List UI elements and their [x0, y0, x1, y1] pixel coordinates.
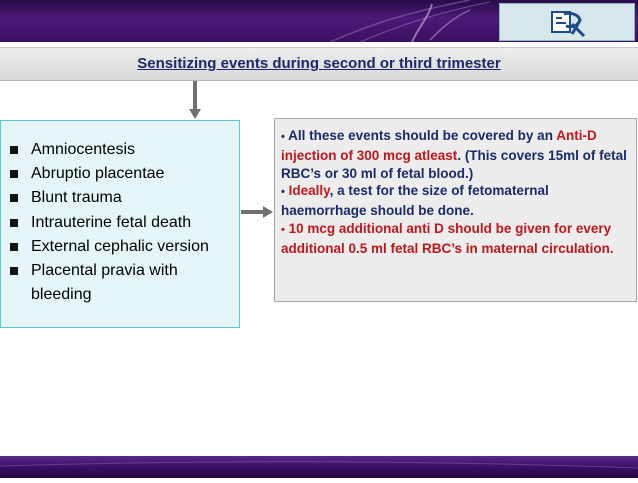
square-bullet-icon	[10, 194, 18, 202]
medical-logo-icon	[544, 6, 590, 40]
list-item-label: Placental pravia with bleeding	[31, 262, 178, 304]
note-1-highlight: Anti-D injection of 300 mcg atleast	[281, 128, 597, 163]
square-bullet-icon	[10, 219, 18, 227]
slide-title: Sensitizing events during second or third trimester	[137, 55, 501, 72]
list-item-label: Blunt trauma	[31, 189, 122, 207]
bullet-dot: •	[281, 131, 285, 143]
list-item-label: Abruptio placentae	[31, 165, 165, 183]
notes-box	[274, 118, 637, 302]
square-bullet-icon	[10, 243, 18, 251]
bullet-dot: •	[281, 186, 285, 199]
right-arrow-icon	[241, 205, 275, 219]
note-2-detail: , a test for the size of fetomaternal haemorrhage should be done.	[281, 183, 549, 219]
square-bullet-icon	[10, 267, 18, 275]
list-item-label: External cephalic version	[31, 237, 209, 255]
note-paragraph-1	[281, 127, 632, 182]
note-1-detail: . (This covers 15ml of fetal RBC’s or 30 ml of fetal blood.)	[281, 147, 627, 181]
note-1-intro: All these events should be covered by an	[288, 128, 553, 143]
list-item-label: Amniocentesis	[31, 141, 136, 158]
logo-box	[499, 3, 635, 41]
note-2-highlight: Ideally	[288, 183, 330, 199]
bullet-dot: •	[281, 223, 285, 236]
title-box	[0, 47, 638, 81]
list-item	[1, 186, 239, 210]
down-arrow-icon	[188, 81, 202, 121]
square-bullet-icon	[10, 146, 18, 154]
footer-swoosh-decoration	[0, 456, 638, 478]
list-item	[1, 138, 239, 162]
note-paragraph-3	[281, 220, 632, 258]
note-paragraph-2	[281, 182, 632, 220]
list-item	[1, 211, 239, 235]
note-3-text: 10 mcg additional anti D should be given for every additional 0.5 ml fetal RBC’s in maternal circulation.	[281, 220, 614, 256]
list-item-label: Intrauterine fetal death	[31, 213, 192, 231]
header-band	[0, 0, 638, 42]
square-bullet-icon	[10, 170, 18, 178]
list-item	[1, 162, 239, 186]
footer-band	[0, 456, 638, 478]
list-item	[1, 259, 239, 307]
events-list	[1, 121, 239, 307]
list-item	[1, 235, 239, 259]
events-list-box	[0, 120, 240, 328]
